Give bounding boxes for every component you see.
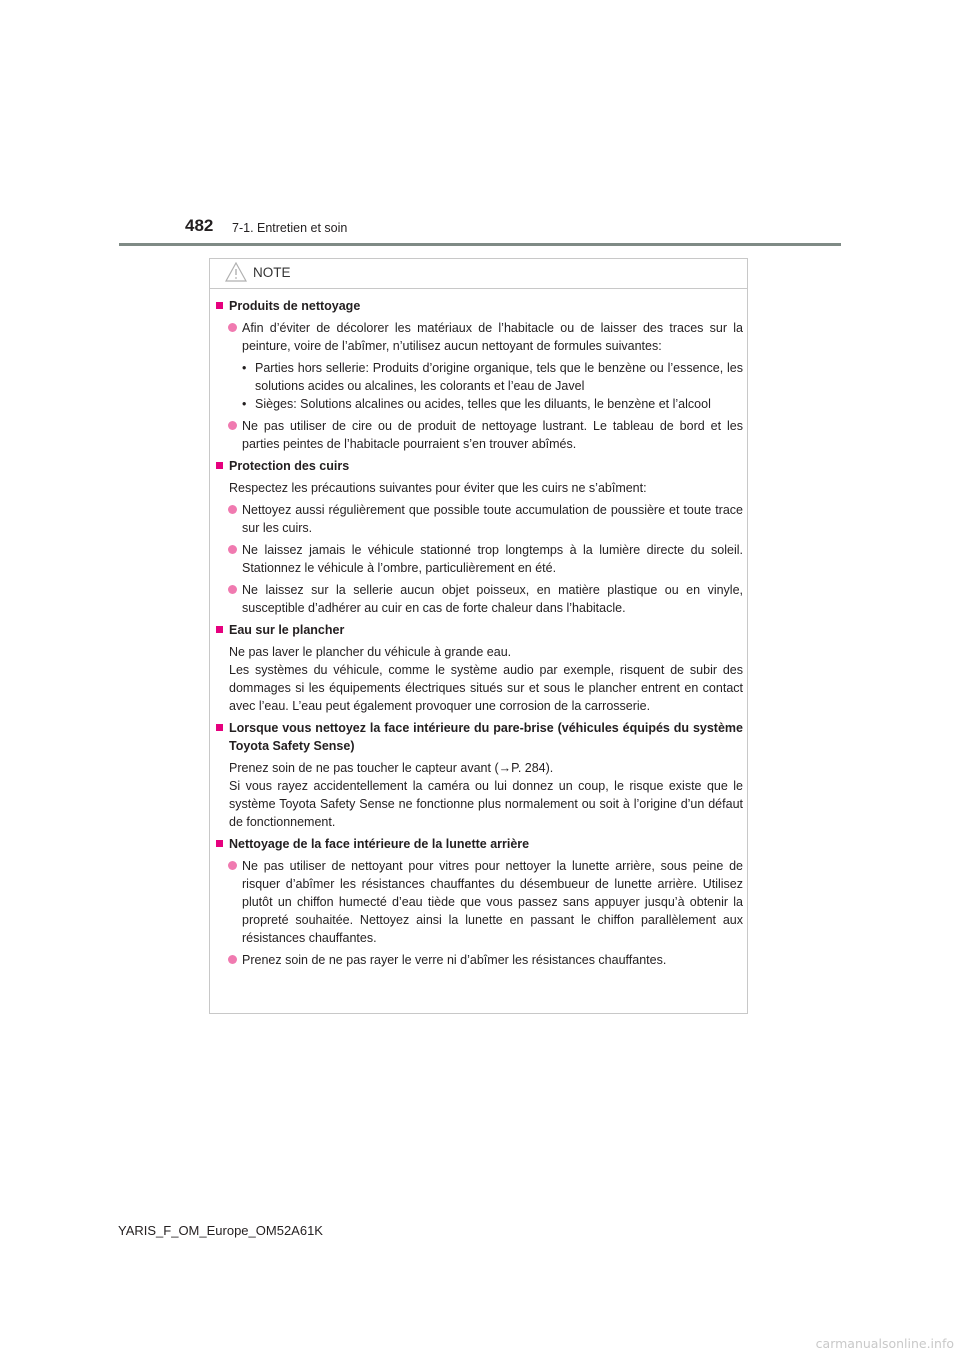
paragraph-line: Ne pas laver le plancher du véhicule à grande eau. [229, 645, 512, 659]
section-title: 7-1. Entretien et soin [232, 221, 348, 235]
paragraph-line: Si vous rayez accidentellement la caméra ou lui donnez un coup, le risque existe que le système Toyota Safety Sense ne fonctionne plus normalement ou soit à l’origine d’un défaut de fonctionnement. [229, 779, 743, 829]
bullet-item [216, 541, 743, 577]
paragraph-line: Les systèmes du véhicule, comme le système audio par exemple, risquent de subir des dommages si les équipements électriques situés sur et sous le plancher entrent en contact avec l’eau. L’eau peut également provoquer une corrosion de la carrosserie. [229, 663, 743, 713]
page-number: 482 [185, 216, 214, 235]
paragraph [216, 479, 743, 497]
section-heading-text: Nettoyage de la face intérieure de la lunette arrière [229, 837, 530, 851]
bullet-item [216, 319, 743, 355]
circle-bullet-icon [228, 421, 237, 430]
section-heading [216, 297, 743, 315]
section-heading-text: Protection des cuirs [229, 459, 350, 473]
bullet-item [216, 417, 743, 453]
section-heading-text: Lorsque vous nettoyez la face intérieure du pare-brise (véhicules équipés du système Toyota Safety Sense) [229, 721, 743, 753]
sub-item [242, 395, 743, 413]
note-box [209, 258, 748, 1014]
sub-list [216, 359, 743, 413]
bullet-text: Ne laissez jamais le véhicule stationné trop longtemps à la lumière directe du soleil. Stationnez le véhicule à l’ombre, particulièrement en été. [242, 543, 743, 575]
sub-item-text: Sièges: Solutions alcalines ou acides, telles que les diluants, le benzène et l’alcool [255, 397, 711, 411]
circle-bullet-icon [228, 955, 237, 964]
paragraph [216, 643, 743, 715]
square-bullet-icon [216, 840, 223, 847]
document-code: YARIS_F_OM_Europe_OM52A61K [118, 1223, 323, 1238]
small-dot-icon: • [242, 397, 247, 411]
bullet-text: Ne pas utiliser de nettoyant pour vitres pour nettoyer la lunette arrière, sous peine de risquer d’abîmer les résistances chauffantes du désembueur de lunette arrière. Utilisez plutôt un chiffon humecté d’eau tiède que vous passez sans appuyer jusqu’à obtenir la propreté souhaitée. Nettoyez ainsi la lunette en passant le chiffon parallèlement aux résistances chauffantes. [242, 859, 743, 945]
square-bullet-icon [216, 724, 223, 731]
section-heading-text: Produits de nettoyage [229, 299, 361, 313]
section-heading [216, 621, 743, 639]
section-heading-text: Eau sur le plancher [229, 623, 345, 637]
square-bullet-icon [216, 462, 223, 469]
circle-bullet-icon [228, 585, 237, 594]
note-body [216, 297, 743, 973]
circle-bullet-icon [228, 545, 237, 554]
sub-item-text: Parties hors sellerie: Produits d’origine organique, tels que le benzène ou l’essence, les solutions acides ou alcalines, les colorants et l’eau de Javel [255, 361, 743, 393]
bullet-item [216, 857, 743, 947]
bullet-text: Ne pas utiliser de cire ou de produit de nettoyage lustrant. Le tableau de bord et les parties peintes de l’habitacle pourraient s’en trouver abîmés. [242, 419, 743, 451]
circle-bullet-icon [228, 323, 237, 332]
bullet-text: Prenez soin de ne pas rayer le verre ni d’abîmer les résistances chauffantes. [242, 953, 667, 967]
circle-bullet-icon [228, 861, 237, 870]
watermark: carmanualsonline.info [815, 1336, 954, 1351]
bullet-text: Nettoyez aussi régulièrement que possible toute accumulation de poussière et toute trace sur les cuirs. [242, 503, 743, 535]
square-bullet-icon [216, 626, 223, 633]
note-header [210, 259, 747, 289]
section-heading [216, 835, 743, 853]
paragraph-line: Respectez les précautions suivantes pour éviter que les cuirs ne s’abîment: [229, 481, 647, 495]
bullet-item [216, 951, 743, 969]
sub-item [242, 359, 743, 395]
square-bullet-icon [216, 302, 223, 309]
header-rule [119, 243, 841, 246]
bullet-text: Afin d’éviter de décolorer les matériaux de l’habitacle ou de laisser des traces sur la peinture, voire de l’abîmer, n’utilisez aucun nettoyant de formules suivantes: [242, 321, 743, 353]
paragraph-line: Prenez soin de ne pas toucher le capteur avant (→P. 284). [229, 761, 554, 775]
bullet-item [216, 581, 743, 617]
warning-triangle-icon [225, 262, 247, 287]
bullet-text: Ne laissez sur la sellerie aucun objet poisseux, en matière plastique ou en vinyle, susceptible d’adhérer au cuir en cas de forte chaleur dans l’habitacle. [242, 583, 743, 615]
section-heading [216, 719, 743, 755]
paragraph [216, 759, 743, 831]
note-label: NOTE [253, 265, 291, 280]
circle-bullet-icon [228, 505, 237, 514]
small-dot-icon: • [242, 361, 247, 375]
bullet-item [216, 501, 743, 537]
section-heading [216, 457, 743, 475]
